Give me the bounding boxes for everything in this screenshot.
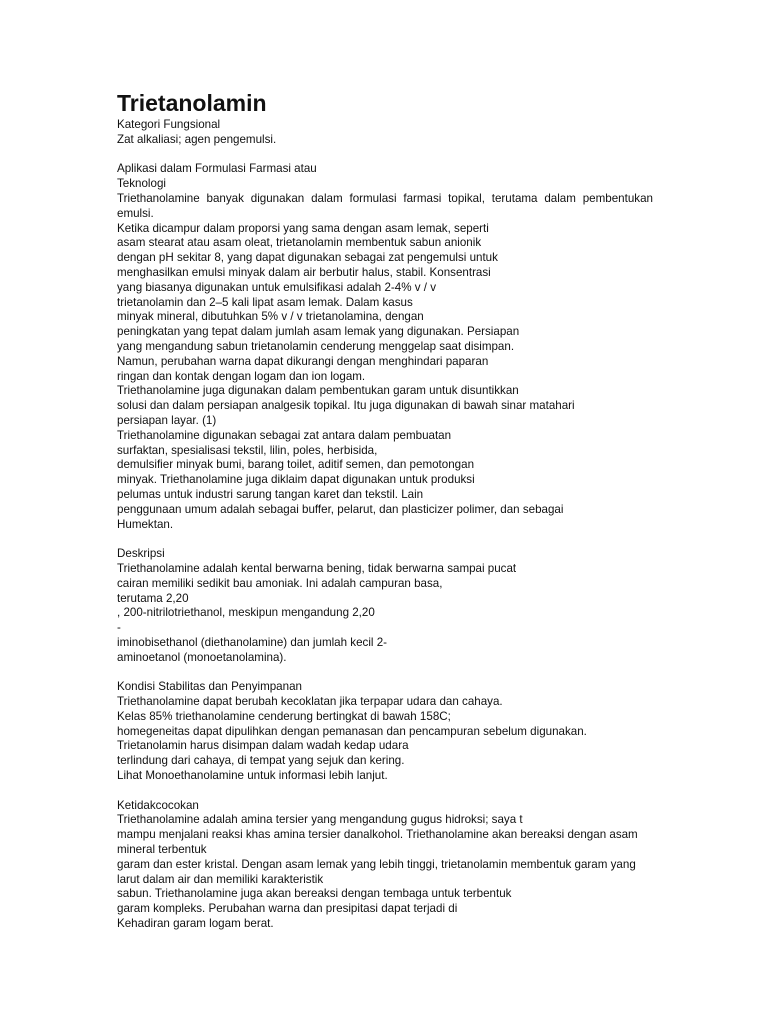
text-line: Trietanolamin harus disimpan dalam wadah kedap udara <box>117 739 409 753</box>
text-line: garam kompleks. Perubahan warna dan presipitasi dapat terjadi di <box>117 902 458 916</box>
text-line: Triethanolamine banyak digunakan dalam formulasi farmasi topikal, terutama dalam pembentukan <box>117 191 653 205</box>
paragraph-gap <box>117 784 653 799</box>
text-line: asam stearat atau asam oleat, trietanolamin membentuk sabun anionik <box>117 236 482 250</box>
text-line: garam dan ester kristal. Dengan asam lemak yang lebih tinggi, trietanolamin membentuk garam yang <box>117 857 636 871</box>
text-line: dengan pH sekitar 8, yang dapat digunakan sebagai zat pengemulsi untuk <box>117 251 498 265</box>
text-line: iminobisethanol (diethanolamine) dan jumlah kecil 2- <box>117 635 388 649</box>
text-line: minyak mineral, dibutuhkan 5% v / v trietanolamina, dengan <box>117 310 424 324</box>
text-line: surfaktan, spesialisasi tekstil, lilin, poles, herbisida, <box>117 443 378 457</box>
paragraph-gap <box>117 665 653 680</box>
text-line: terlindung dari cahaya, di tempat yang sejuk dan kering. <box>117 754 405 768</box>
text-line: demulsifier minyak bumi, barang toilet, aditif semen, dan pemotongan <box>117 458 475 472</box>
text-line: Zat alkaliasi; agen pengemulsi. <box>117 132 277 146</box>
text-line: solusi dan dalam persiapan analgesik topikal. Itu juga digunakan di bawah sinar matahari <box>117 399 575 413</box>
text-line: homegeneitas dapat dipulihkan dengan pemanasan dan pencampuran sebelum digunakan. <box>117 724 587 738</box>
text-line: Triethanolamine juga digunakan dalam pembentukan garam untuk disuntikkan <box>117 384 519 398</box>
text-line: minyak. Triethanolamine juga diklaim dapat digunakan untuk produksi <box>117 473 475 487</box>
text-line: yang mengandung sabun trietanolamin cenderung menggelap saat disimpan. <box>117 339 515 353</box>
text-line: mampu menjalani reaksi khas amina tersier danalkohol. Triethanolamine akan bereaksi dengan asam <box>117 828 638 842</box>
text-line: yang biasanya digunakan untuk emulsifikasi adalah 2-4% v / v <box>117 280 437 294</box>
text-line: , 200-nitrilotriethanol, meskipun mengandung 2,20 <box>117 606 375 620</box>
text-line: Triethanolamine dapat berubah kecoklatan jika terpapar udara dan cahaya. <box>117 695 503 709</box>
text-line: larut dalam air dan memiliki karakteristik <box>117 872 324 886</box>
text-line: Namun, perubahan warna dapat dikurangi dengan menghindari paparan <box>117 354 489 368</box>
text-line: Triethanolamine adalah amina tersier yang mengandung gugus hidroksi; saya t <box>117 813 523 827</box>
paragraph-gap <box>117 532 653 547</box>
text-line: aminoetanol (monoetanolamina). <box>117 650 287 664</box>
section-heading: Kondisi Stabilitas dan Penyimpanan <box>117 680 302 694</box>
section-heading: Deskripsi <box>117 547 165 561</box>
section-heading: Ketidakcocokan <box>117 798 199 812</box>
text-line: terutama 2,20 <box>117 591 189 605</box>
document-page <box>117 88 653 932</box>
document-body <box>117 118 653 932</box>
text-line: mineral terbentuk <box>117 843 207 857</box>
text-line: - <box>117 621 121 635</box>
text-line: Lihat Monoethanolamine untuk informasi lebih lanjut. <box>117 769 388 783</box>
text-line: penggunaan umum adalah sebagai buffer, pelarut, dan plasticizer polimer, dan sebagai <box>117 502 564 516</box>
text-line: pelumas untuk industri sarung tangan karet dan tekstil. Lain <box>117 487 424 501</box>
section-heading: Aplikasi dalam Formulasi Farmasi atau <box>117 162 317 176</box>
text-line: emulsi. <box>117 206 154 220</box>
text-line: sabun. Triethanolamine juga akan bereaksi dengan tembaga untuk terbentuk <box>117 887 512 901</box>
text-line: trietanolamin dan 2–5 kali lipat asam lemak. Dalam kasus <box>117 295 413 309</box>
text-line: peningkatan yang tepat dalam jumlah asam lemak yang digunakan. Persiapan <box>117 325 520 339</box>
text-line: ringan dan kontak dengan logam dan ion logam. <box>117 369 366 383</box>
text-line: Teknologi <box>117 177 166 191</box>
text-line: menghasilkan emulsi minyak dalam air berbutir halus, stabil. Konsentrasi <box>117 265 491 279</box>
section-heading: Kategori Fungsional <box>117 118 221 131</box>
text-line: Triethanolamine digunakan sebagai zat antara dalam pembuatan <box>117 428 452 442</box>
text-line: cairan memiliki sedikit bau amoniak. Ini adalah campuran basa, <box>117 576 443 590</box>
text-line: Humektan. <box>117 517 174 531</box>
text-line: Triethanolamine adalah kental berwarna bening, tidak berwarna sampai pucat <box>117 561 517 575</box>
text-line: Kehadiran garam logam berat. <box>117 917 274 931</box>
document-title: Trietanolamin <box>117 90 267 116</box>
text-line: persiapan layar. (1) <box>117 413 217 427</box>
text-line: Kelas 85% triethanolamine cenderung bertingkat di bawah 158C; <box>117 709 451 723</box>
text-line: Ketika dicampur dalam proporsi yang sama dengan asam lemak, seperti <box>117 221 489 235</box>
paragraph-gap <box>117 148 653 163</box>
